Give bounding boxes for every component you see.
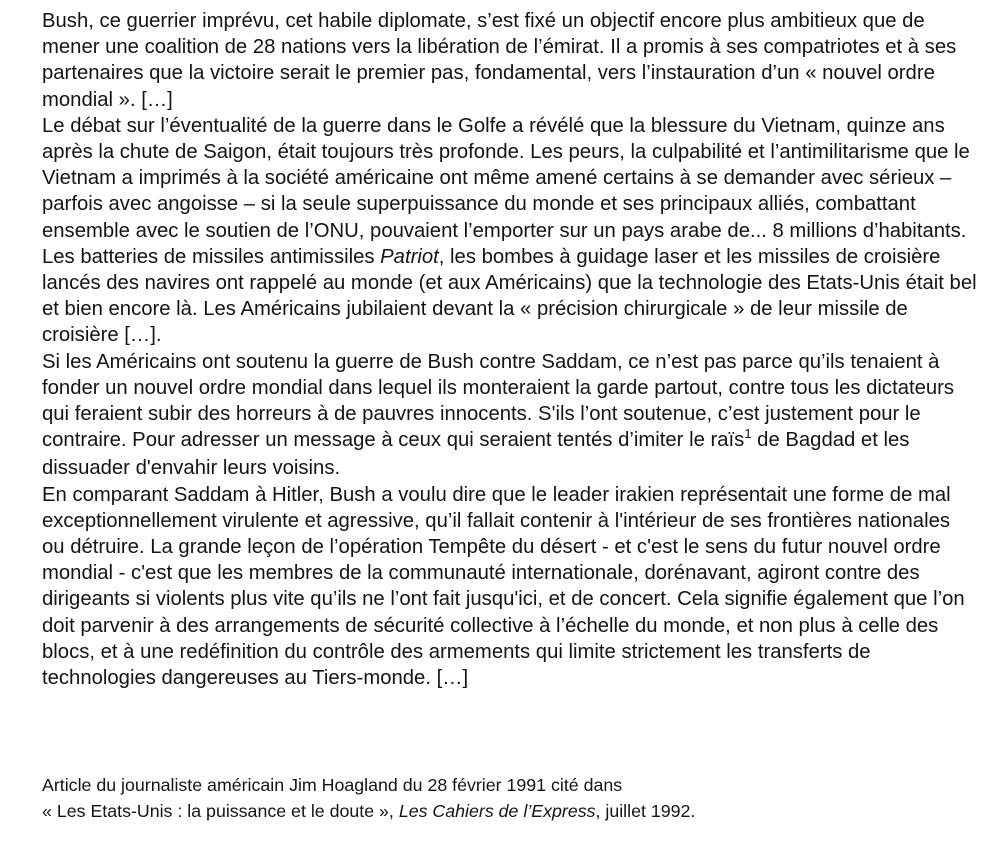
article-excerpt <box>42 8 977 691</box>
paragraph-4-text-end: de Bagdad et les dissuader d'envahir leurs voisins. <box>42 429 910 480</box>
paragraph-3-text-start: Les batteries de missiles antimissiles <box>42 245 381 268</box>
paragraph-4 <box>42 349 977 482</box>
paragraph-5: En comparant Saddam à Hitler, Bush a voulu dire que le leader irakien représentait une forme de mal exceptionnellement virulente et agressive, qu’il fallait contenir à l'intérieur de ses frontières nationales ou détruire. La grande leçon de l’opération Tempête du désert - et c'est le sens du futur nouvel ordre mondial - c'est que les membres de la communauté internationale, dorénavant, agiront contre des dirigeants si violents plus vite qu’ils ne l’ont fait jusqu'ici, et de concert. Cela signifie également que l’on doit parvenir à des arrangements de sécurité collective à l’échelle du monde, et non plus à celle des blocs, et à une redéfinition du contrôle des armements qui limite strictement les transferts de technologies dangereuses au Tiers-monde. […] <box>42 483 965 690</box>
paragraph-4-text-start: Si les Américains ont soutenu la guerre de Bush contre Saddam, ce n’est pas parce qu’ils tenaient à fonder un nouvel ordre mondial dans lequel ils monteraient la garde partout, contre tous les dictateurs qui feraient subir des horreurs à de pauvres innocents. S'ils l’ont soutenue, c’est justement pour le contraire. Pour adresser un message à ceux qui seraient tentés d’imiter le raïs <box>42 350 955 452</box>
citation-line-2 <box>42 798 977 824</box>
citation-line-2-end: , juillet 1992. <box>595 801 696 822</box>
paragraph-3 <box>42 244 977 349</box>
paragraph-2: Le débat sur l’éventualité de la guerre dans le Golfe a révélé que la blessure du Vietnam, quinze ans après la chute de Saigon, était toujours très profonde. Les peurs, la culpabilité et l’antimilitarisme que le Vietnam a imprimés à la société américaine ont même amené certains à se demander avec sérieux – parfois avec angoisse – si la seule superpuissance du monde et ses principaux alliés, combattant ensemble avec le soutien de l’ONU, pouvaient l’emporter sur un pays arabe de... 8 millions d’habitants. <box>42 114 970 242</box>
paragraph-3-text-end: , les bombes à guidage laser et les missiles de croisière lancés des navires ont rappelé au monde (et aux Américains) que la technologie des Etats-Unis était bel et bien encore là. Les Américains jubilaient devant la « précision chirurgicale » de leur missile de croisière […]. <box>42 245 977 347</box>
footnote-marker: 1 <box>744 426 752 442</box>
patriot-italic: Patriot <box>380 245 439 268</box>
source-citation <box>42 772 977 825</box>
citation-line-1: Article du journaliste américain Jim Hoagland du 28 février 1991 cité dans <box>42 775 623 795</box>
citation-line-2-start: « Les Etats-Unis : la puissance et le doute », <box>42 801 399 822</box>
paragraph-1: Bush, ce guerrier imprévu, cet habile diplomate, s’est fixé un objectif encore plus ambitieux que de mener une coalition de 28 nations vers la libération de l’émirat. Il a promis à ses compatriotes et à ses partenaires que la victoire serait le premier pas, fondamental, vers l’instauration d’un « nouvel ordre mondial ». […] <box>42 10 957 111</box>
publication-title: Les Cahiers de l’Express <box>398 801 596 822</box>
